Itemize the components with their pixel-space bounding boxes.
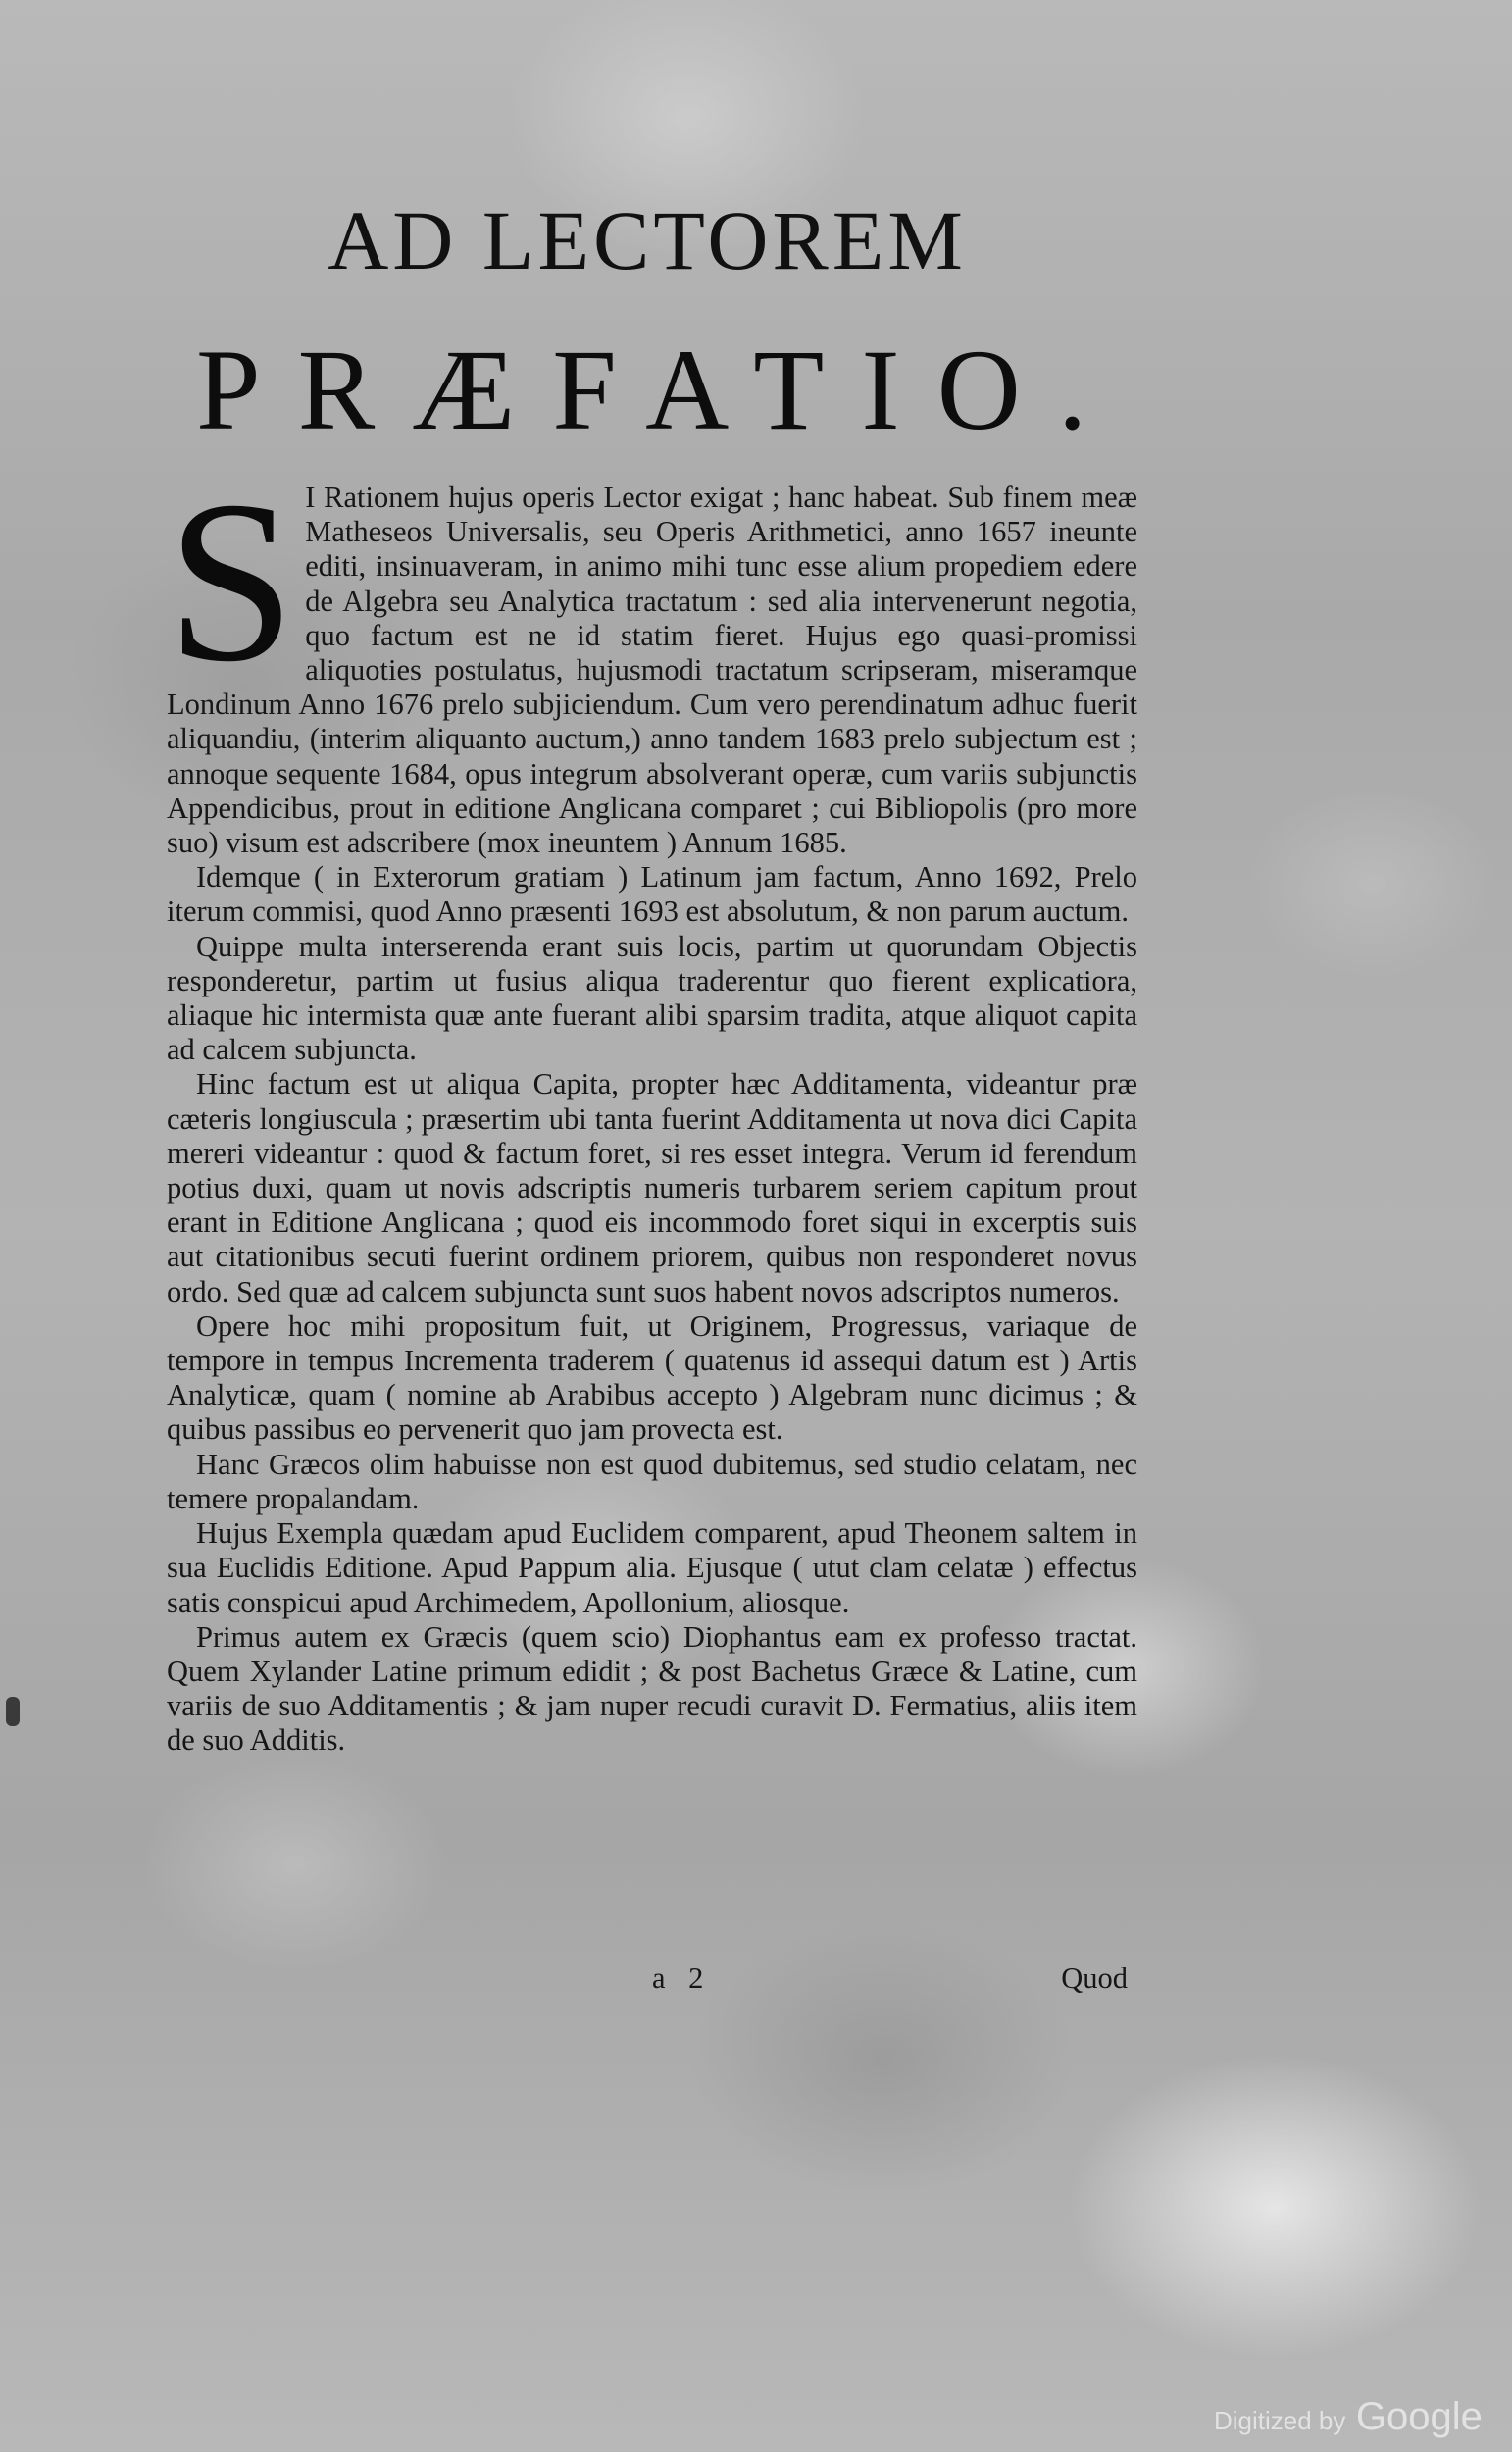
title-praefatio: PRÆFATIO. [196, 326, 1125, 454]
paragraph-5: Opere hoc mihi propositum fuit, ut Originem, Progressus, variaque de tempore in tempus Incrementa traderem ( quatenus id assequi datum est ) Artis Analyticæ, quam ( nomine ab Arabibus accepto ) Algebram nunc dicimus ; & quibus passibus eo pervenerit quo jam provecta est. [167, 1308, 1137, 1447]
paragraph-2: Idemque ( in Exterorum gratiam ) Latinum jam factum, Anno 1692, Prelo iterum commisi, quod Anno præsenti 1693 est absolutum, & non parum auctum. [167, 860, 1137, 929]
title-ad-lectorem: AD LECTOREM [328, 193, 967, 287]
binding-mark [6, 1697, 20, 1726]
digitized-watermark [1214, 2395, 1483, 2439]
page-footer [167, 1962, 1137, 2001]
paragraph-3: Quippe multa interserenda erant suis locis, partim ut quorundam Objectis responderetur, partim ut fusius aliqua traderentur quo fierent explicatiora, aliaque hic intermista quæ ante fuerant alibi sparsim tradita, atque aliquot capita ad calcem subjuncta. [167, 929, 1137, 1067]
paragraph-7: Hujus Exempla quædam apud Euclidem comparent, apud Theonem saltem in sua Euclidis Editione. Apud Pappum alia. Ejusque ( utut clam celatæ ) effectus satis conspicui apud Archimedem, Apollonium, aliosque. [167, 1516, 1137, 1619]
preface-body [167, 454, 1137, 1759]
catchword: Quod [1061, 1962, 1128, 1995]
paragraph-6: Hanc Græcos olim habuisse non est quod dubitemus, sed studio celatam, nec temere propalandam. [167, 1447, 1137, 1515]
paragraph-1: I Rationem hujus operis Lector exigat ; hanc habeat. Sub finem meæ Matheseos Universalis, seu Operis Arithmetici, anno 1657 ineunte editi, insinuaveram, in animo mihi tunc esse alium propediem edere de Algebra seu Analytica tractatum : sed alia intervenerunt negotia, quo factum est ne id statim fieret. Hujus ego quasi-promissi aliquoties postulatus, hujusmodi tractatum scripseram, miseramque Londinum Anno 1676 prelo subjiciendum. Cum vero perendinatum adhuc fuerit aliquandiu, (interim aliquanto auctum,) anno tandem 1683 prelo subjectum est ; annoque sequente 1684, opus integrum absolverant operæ, cum variis subjunctis Appendicibus, prout in editione Anglicana comparet ; cui Bibliopolis (pro more suo) visum est adscribere (mox ineuntem ) Annum 1685. [167, 481, 1137, 860]
watermark-brand: Google [1355, 2395, 1483, 2438]
watermark-label: Digitized by [1214, 2406, 1346, 2435]
paragraph-8: Primus autem ex Græcis (quem scio) Diophantus eam ex professo tractat. Quem Xylander Latine primum edidit ; & post Bachetus Græce & Latine, cum variis de suo Additamentis ; & jam nuper recudi curavit D. Fermatius, aliis item de suo Additis. [167, 1619, 1137, 1758]
signature-mark: a 2 [652, 1962, 712, 1995]
paragraph-4: Hinc factum est ut aliqua Capita, propter hæc Additamenta, videantur præ cæteris longiuscula ; præsertim ubi tanta fuerint Additamenta ut nova dici Capita mereri videantur : quod & factum foret, si res esset integra. Verum id ferendum potius duxi, quam ut novis adscriptis numeris turbarem seriem capitum prout erant in Editione Anglicana ; quod eis incommodo foret siqui in excerptis suis aut citationibus secuti fuerint ordinem priorem, quibus non responderet novus ordo. Sed quæ ad calcem subjuncta sunt suos habent novos adscriptos numeros. [167, 1067, 1137, 1308]
drop-cap: S [167, 454, 296, 710]
